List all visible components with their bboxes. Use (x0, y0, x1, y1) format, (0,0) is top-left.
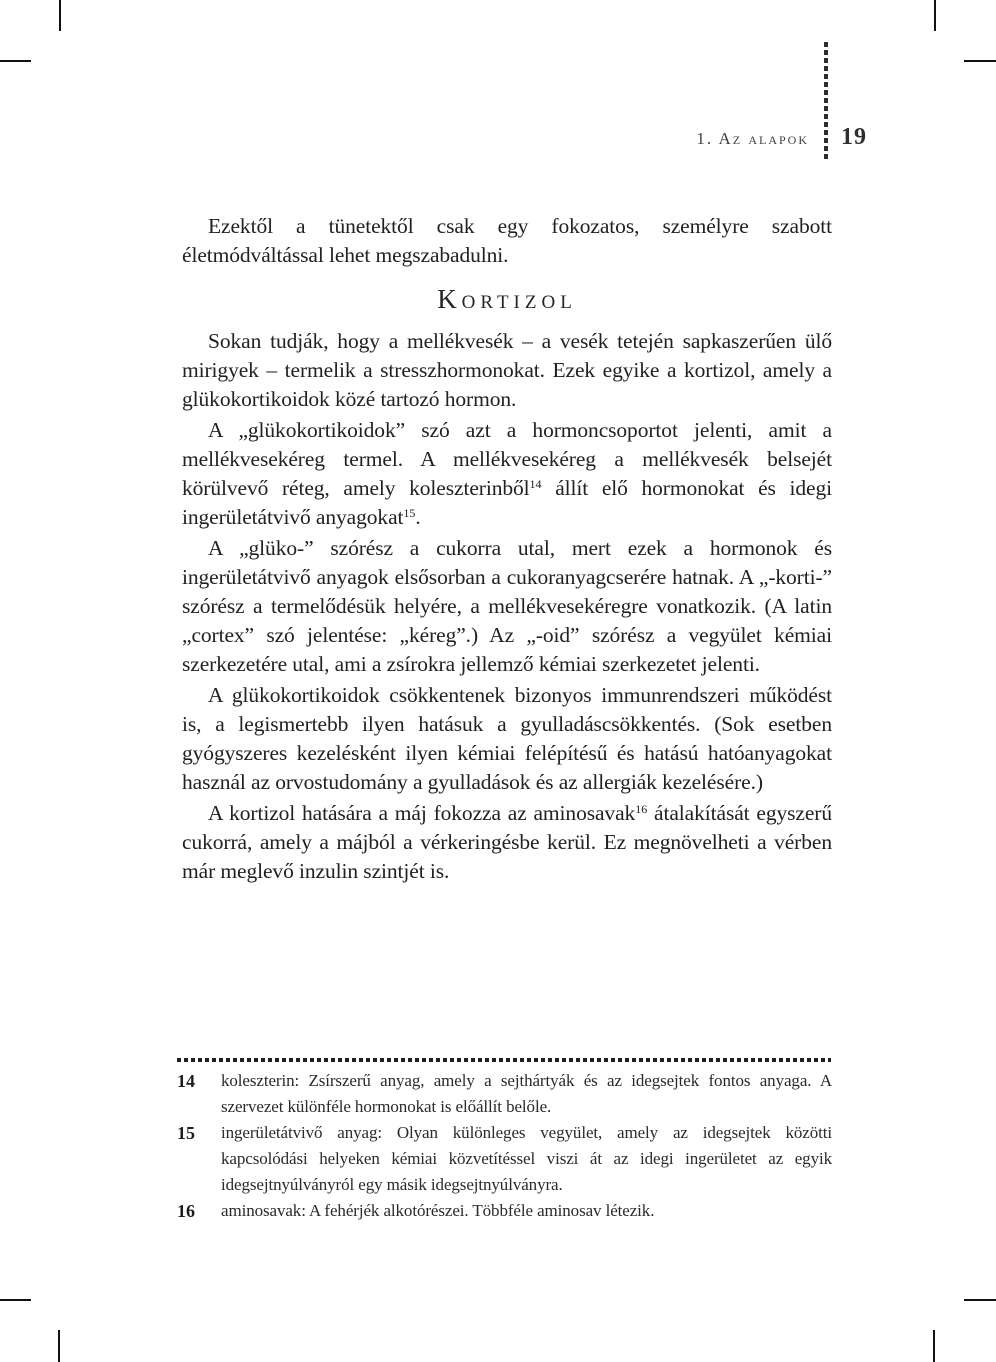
footnote-ref-15: 15 (403, 506, 416, 520)
page-number: 19 (841, 124, 867, 150)
crop-mark-top-left-horizontal (0, 60, 31, 62)
paragraph-text-run: . (415, 505, 421, 529)
footnote (177, 1120, 832, 1198)
crop-mark-top-right-vertical (934, 0, 936, 31)
footnote-text: ingerületátvivő anyag: Olyan különleges vegyület, amely az idegsejtek közötti kapcsolódási helyeken kémiai közvetítéssel viszi át az idegi ingerületet az egyik idegsejtnyúlványról egy másik idegsejtnyúlványra. (221, 1123, 832, 1194)
paragraph-text-run: állít elő hormonokat és idegi ingerületátvivő anyagokat (182, 476, 832, 529)
running-header: 1. Az alapok (696, 129, 809, 148)
paragraph-text-run: átalakítását egyszerű cukorrá, amely a májból a vérkeringésbe kerül. Ez megnövelheti a vérben már meglevő inzulin szintjét is. (182, 801, 832, 883)
crop-mark-bottom-right-vertical (933, 1330, 935, 1362)
section-heading-kortizol: Kortizol (437, 284, 577, 314)
crop-mark-bottom-left-horizontal (0, 1299, 31, 1301)
footnote (177, 1068, 832, 1120)
crop-mark-top-right-horizontal (964, 60, 996, 62)
footnote-text: aminosavak: A fehérjék alkotórészei. Többféle aminosav létezik. (221, 1201, 655, 1220)
footnote (177, 1198, 832, 1224)
footnote-number: 14 (177, 1071, 195, 1091)
footnote-text: koleszterin: Zsírszerű anyag, amely a sejthártyák és az idegsejtek fontos anyaga. A szervezet különféle hormonokat is előállít belőle. (221, 1071, 832, 1116)
footnote-ref-14: 14 (529, 477, 542, 491)
paragraph-adrenal: Sokan tudják, hogy a mellékvesék – a vesék tetején sapkaszerűen ülő mirigyek – termelik a stresszhormonokat. Ezek egyike a kortizol, amely a glükokortikoidok közé tartozó hormon. (182, 329, 832, 411)
body-text (182, 212, 832, 888)
footnote-ref-16: 16 (635, 802, 648, 816)
footnotes (177, 1068, 832, 1224)
paragraph-liver (182, 799, 832, 886)
crop-mark-top-left-vertical (59, 0, 61, 31)
paragraph-glucocorticoids (182, 416, 832, 532)
paragraph-immune: A glükokortikoidok csökkentenek bizonyos immunrendszeri működést is, a legismertebb ilyen hatásuk a gyulladáscsökkentés. (Sok esetben gyógyszeres kezelésként ilyen kémiai felépítésű és hatású hatóanyagokat használ az orvostudomány a gyulladások és az allergiák kezelésére.) (182, 683, 832, 794)
paragraph-text-run: A kortizol hatására a máj fokozza az aminosavak (208, 801, 636, 825)
crop-mark-bottom-left-vertical (58, 1330, 60, 1362)
footnote-separator-rule (177, 1058, 831, 1062)
crop-mark-bottom-right-horizontal (964, 1299, 996, 1301)
paragraph-text-run: A „glükokortikoidok” szó azt a hormoncsoportot jelenti, amit a mellékvesekéreg termel. A mellékvesekéreg a mellékvesék belsejét körülvevő réteg, amely koleszterinből (182, 418, 832, 500)
paragraph-etymology: A „glüko-” szórész a cukorra utal, mert ezek a hormonok és ingerületátvivő anyagok elsősorban a cukoranyagcserére hatnak. A „-korti-” szórész a termelődésük helyére, a mellékvesekéregre vonatkozik. (A latin „cortex” szó jelentése: „kéreg”.) Az „-oid” szórész a vegyület kémiai szerkezetére utal, ami a zsírokra jellemző kémiai szerkezetet jelenti. (182, 536, 832, 676)
header-dotted-rule (824, 42, 828, 161)
footnote-number: 15 (177, 1123, 195, 1143)
footnote-number: 16 (177, 1201, 195, 1221)
paragraph-intro: Ezektől a tünetektől csak egy fokozatos, személyre szabott életmódváltással lehet megszabadulni. (182, 214, 832, 267)
